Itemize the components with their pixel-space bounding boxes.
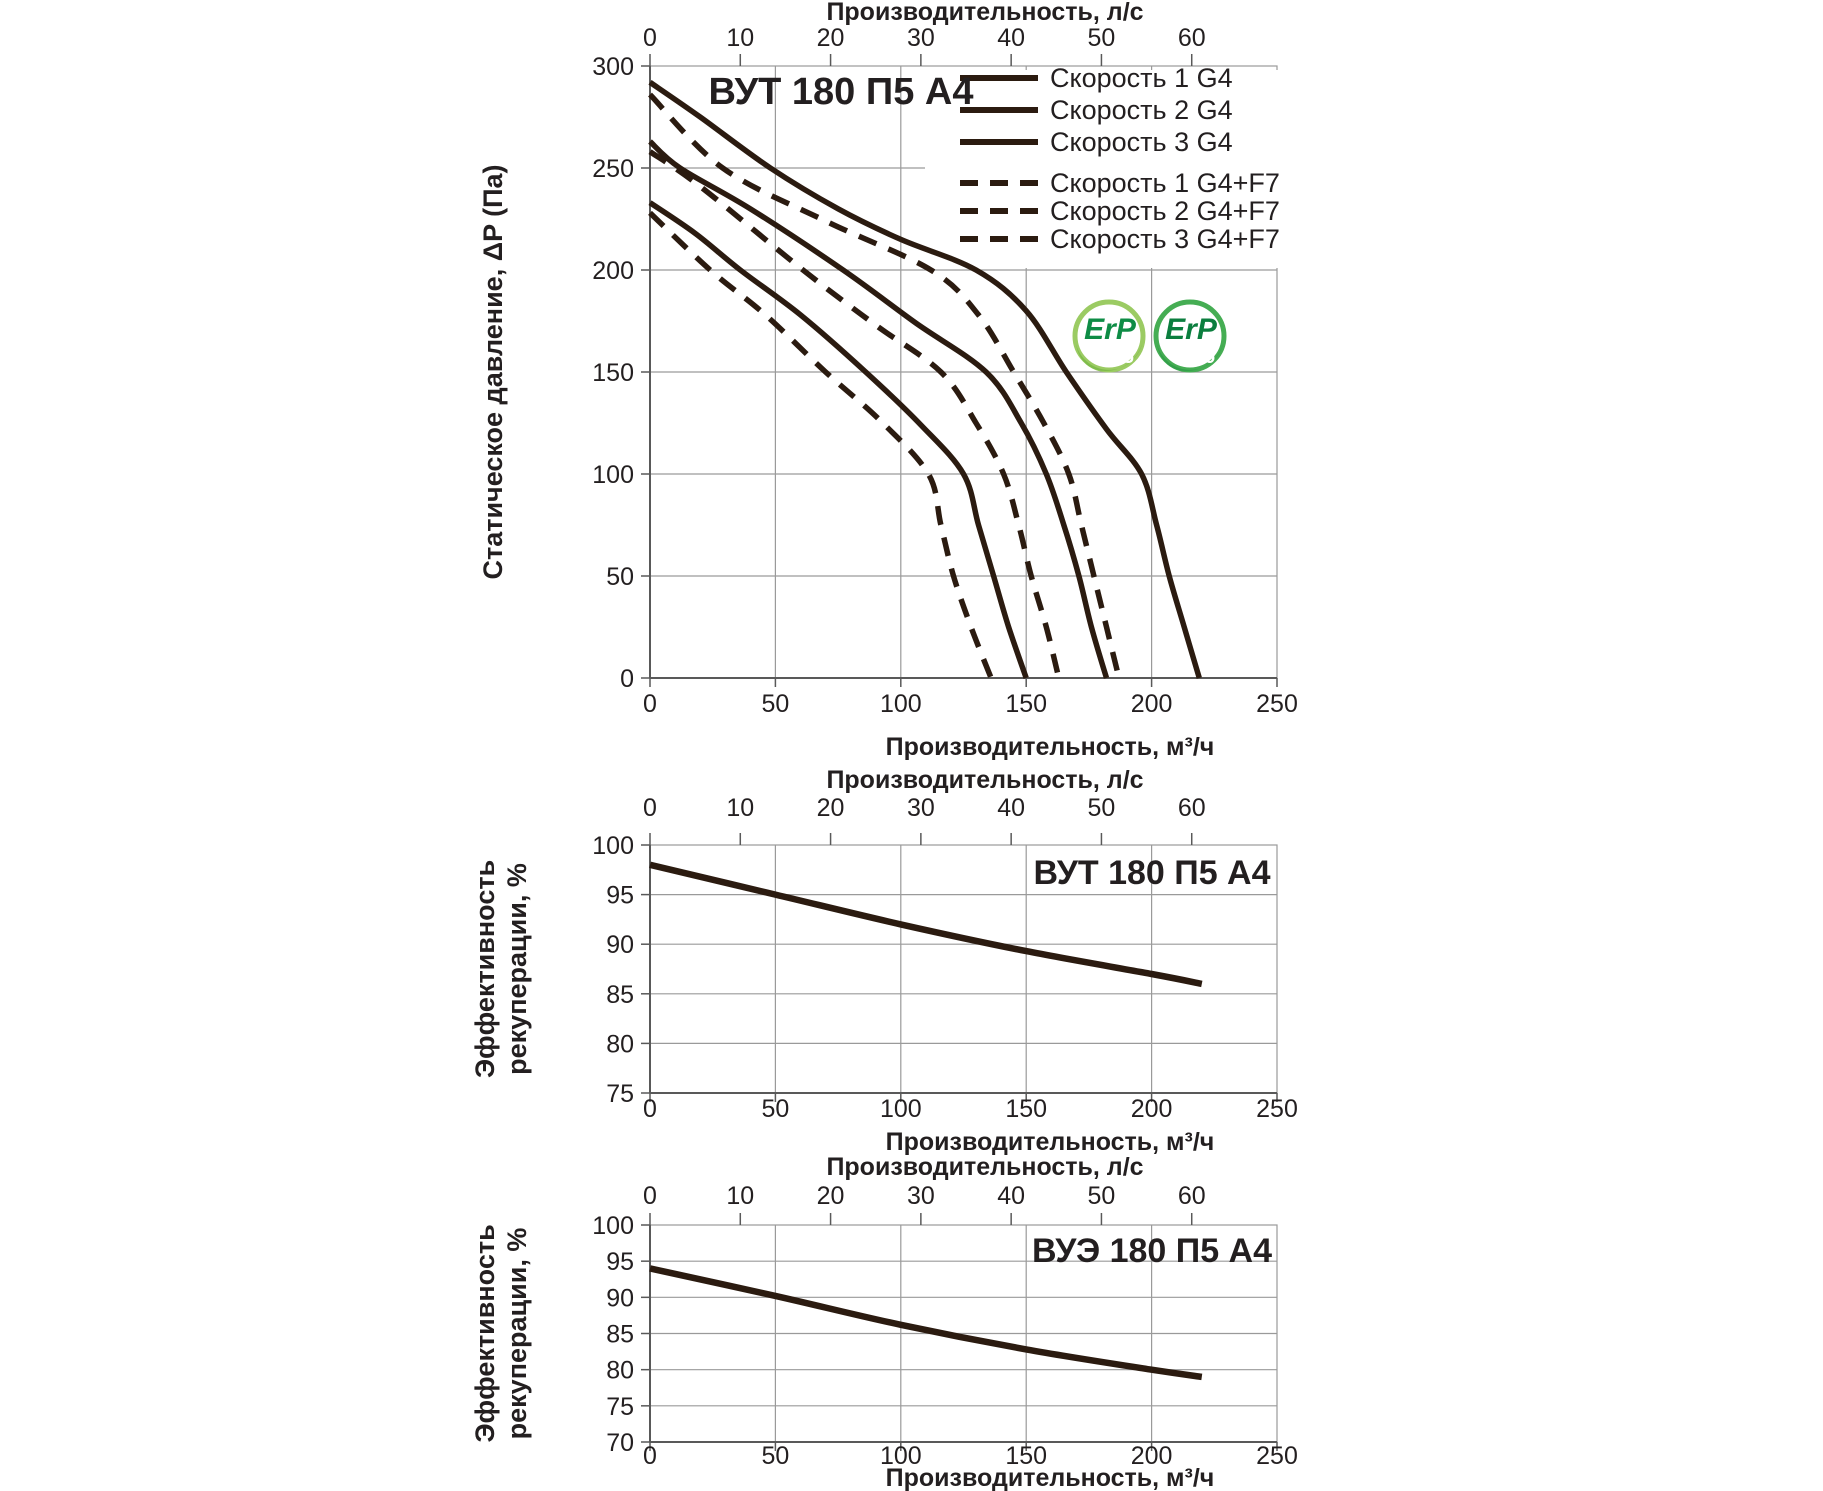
erp-badge-2016 <box>1156 302 1224 371</box>
top-tick-label: 30 <box>906 794 935 822</box>
legend-label: Скорость 2 G4 <box>1050 95 1233 125</box>
legend-label: Скорость 2 G4+F7 <box>1050 196 1280 226</box>
top-tick-label: 60 <box>1177 24 1206 52</box>
y-axis-title: Статическое давление, ΔP (Па) <box>478 164 508 580</box>
x-tick-label: 150 <box>1005 1095 1048 1123</box>
legend-label: Скорость 3 G4+F7 <box>1050 224 1280 254</box>
top-tick-label: 60 <box>1177 1182 1206 1210</box>
top-tick-label: 20 <box>816 24 845 52</box>
x-axis-title: Производительность, м³/ч <box>885 1128 1215 1156</box>
pressure-flow-chart <box>480 0 1310 770</box>
top-tick-label: 20 <box>816 1182 845 1210</box>
top-tick-label: 50 <box>1087 24 1116 52</box>
erp-badge-2015 <box>1075 302 1143 371</box>
legend-label: Скорость 3 G4 <box>1050 127 1233 157</box>
y-tick-label: 100 <box>592 1212 634 1240</box>
x-tick-label: 0 <box>643 1442 657 1470</box>
x-tick-label: 200 <box>1130 1095 1173 1123</box>
erp-text: ErP <box>1165 313 1217 346</box>
y-axis-title: рекуперации, % <box>502 1227 532 1440</box>
legend-label: Скорость 1 G4 <box>1050 63 1233 93</box>
x-tick-label: 250 <box>1256 1442 1298 1470</box>
y-tick-label: 70 <box>606 1429 634 1457</box>
x-tick-label: 50 <box>761 1442 790 1470</box>
series-Скорость 1 G4 <box>650 203 1026 678</box>
efficiency-chart-vue <box>470 1150 1310 1491</box>
top-axis-title: Производительность, л/с <box>826 1153 1144 1181</box>
x-tick-label: 0 <box>643 1095 657 1123</box>
top-tick-label: 40 <box>997 794 1026 822</box>
y-tick-label: 95 <box>606 881 634 910</box>
top-tick-label: 30 <box>906 24 935 52</box>
erp-year: 2015 <box>1093 347 1135 367</box>
top-tick-label: 0 <box>643 24 657 52</box>
y-tick-label: 75 <box>606 1392 634 1421</box>
erp-text: ErP <box>1084 313 1136 346</box>
y-axis-title: Эффективность <box>470 1224 500 1443</box>
legend-label: Скорость 1 G4+F7 <box>1050 168 1280 198</box>
top-tick-label: 60 <box>1177 794 1206 822</box>
x-tick-label: 100 <box>879 1442 922 1470</box>
y-axis-title: рекуперации, % <box>502 863 532 1075</box>
x-tick-label: 0 <box>643 690 657 718</box>
x-tick-label: 100 <box>879 1095 922 1123</box>
y-tick-label: 200 <box>592 257 634 285</box>
top-tick-label: 40 <box>997 24 1026 52</box>
chart-title: ВУЭ 180 П5 А4 <box>1031 1232 1273 1270</box>
y-tick-label: 0 <box>620 665 634 693</box>
top-tick-label: 0 <box>643 794 657 822</box>
top-tick-label: 50 <box>1087 1182 1116 1210</box>
top-tick-label: 30 <box>906 1182 935 1210</box>
top-axis-title: Производительность, л/с <box>826 0 1144 26</box>
x-tick-label: 50 <box>761 690 790 718</box>
chart-title: ВУТ 180 П5 А4 <box>1033 854 1271 892</box>
y-tick-label: 85 <box>606 1320 634 1349</box>
x-tick-label: 250 <box>1256 690 1298 718</box>
y-tick-label: 80 <box>606 1356 634 1385</box>
x-tick-label: 250 <box>1256 1095 1298 1123</box>
x-axis-title: Производительность, м³/ч <box>885 733 1215 761</box>
efficiency-chart-vut <box>470 760 1310 1165</box>
y-axis-title: Эффективность <box>470 859 500 1079</box>
top-tick-label: 0 <box>643 1182 657 1210</box>
y-tick-label: 100 <box>592 461 634 489</box>
chart-title: ВУТ 180 П5 А4 <box>708 71 974 113</box>
y-tick-label: 90 <box>606 931 634 960</box>
x-tick-label: 200 <box>1130 1442 1173 1470</box>
top-tick-label: 10 <box>726 1182 755 1210</box>
y-tick-label: 50 <box>606 563 634 591</box>
top-tick-label: 10 <box>726 794 755 822</box>
top-tick-label: 50 <box>1087 794 1116 822</box>
y-tick-label: 95 <box>606 1248 634 1277</box>
top-tick-label: 20 <box>816 794 845 822</box>
top-tick-label: 10 <box>726 24 755 52</box>
x-tick-label: 150 <box>1005 690 1048 718</box>
x-tick-label: 50 <box>761 1095 790 1123</box>
y-tick-label: 250 <box>592 155 634 183</box>
y-tick-label: 300 <box>592 53 634 81</box>
y-tick-label: 100 <box>592 832 634 860</box>
y-tick-label: 80 <box>606 1030 634 1059</box>
x-tick-label: 100 <box>879 690 922 718</box>
y-tick-label: 150 <box>592 359 634 387</box>
y-tick-label: 85 <box>606 980 634 1009</box>
y-tick-label: 75 <box>606 1080 634 1108</box>
y-tick-label: 90 <box>606 1284 634 1313</box>
x-tick-label: 200 <box>1130 690 1173 718</box>
series-ВУЭ 180 П5 А4 <box>650 1268 1202 1377</box>
top-axis-title: Производительность, л/с <box>826 766 1144 794</box>
erp-year: 2016 <box>1174 347 1216 367</box>
x-tick-label: 150 <box>1005 1442 1048 1470</box>
top-tick-label: 40 <box>997 1182 1026 1210</box>
x-axis-title: Производительность, м³/ч <box>885 1464 1215 1491</box>
